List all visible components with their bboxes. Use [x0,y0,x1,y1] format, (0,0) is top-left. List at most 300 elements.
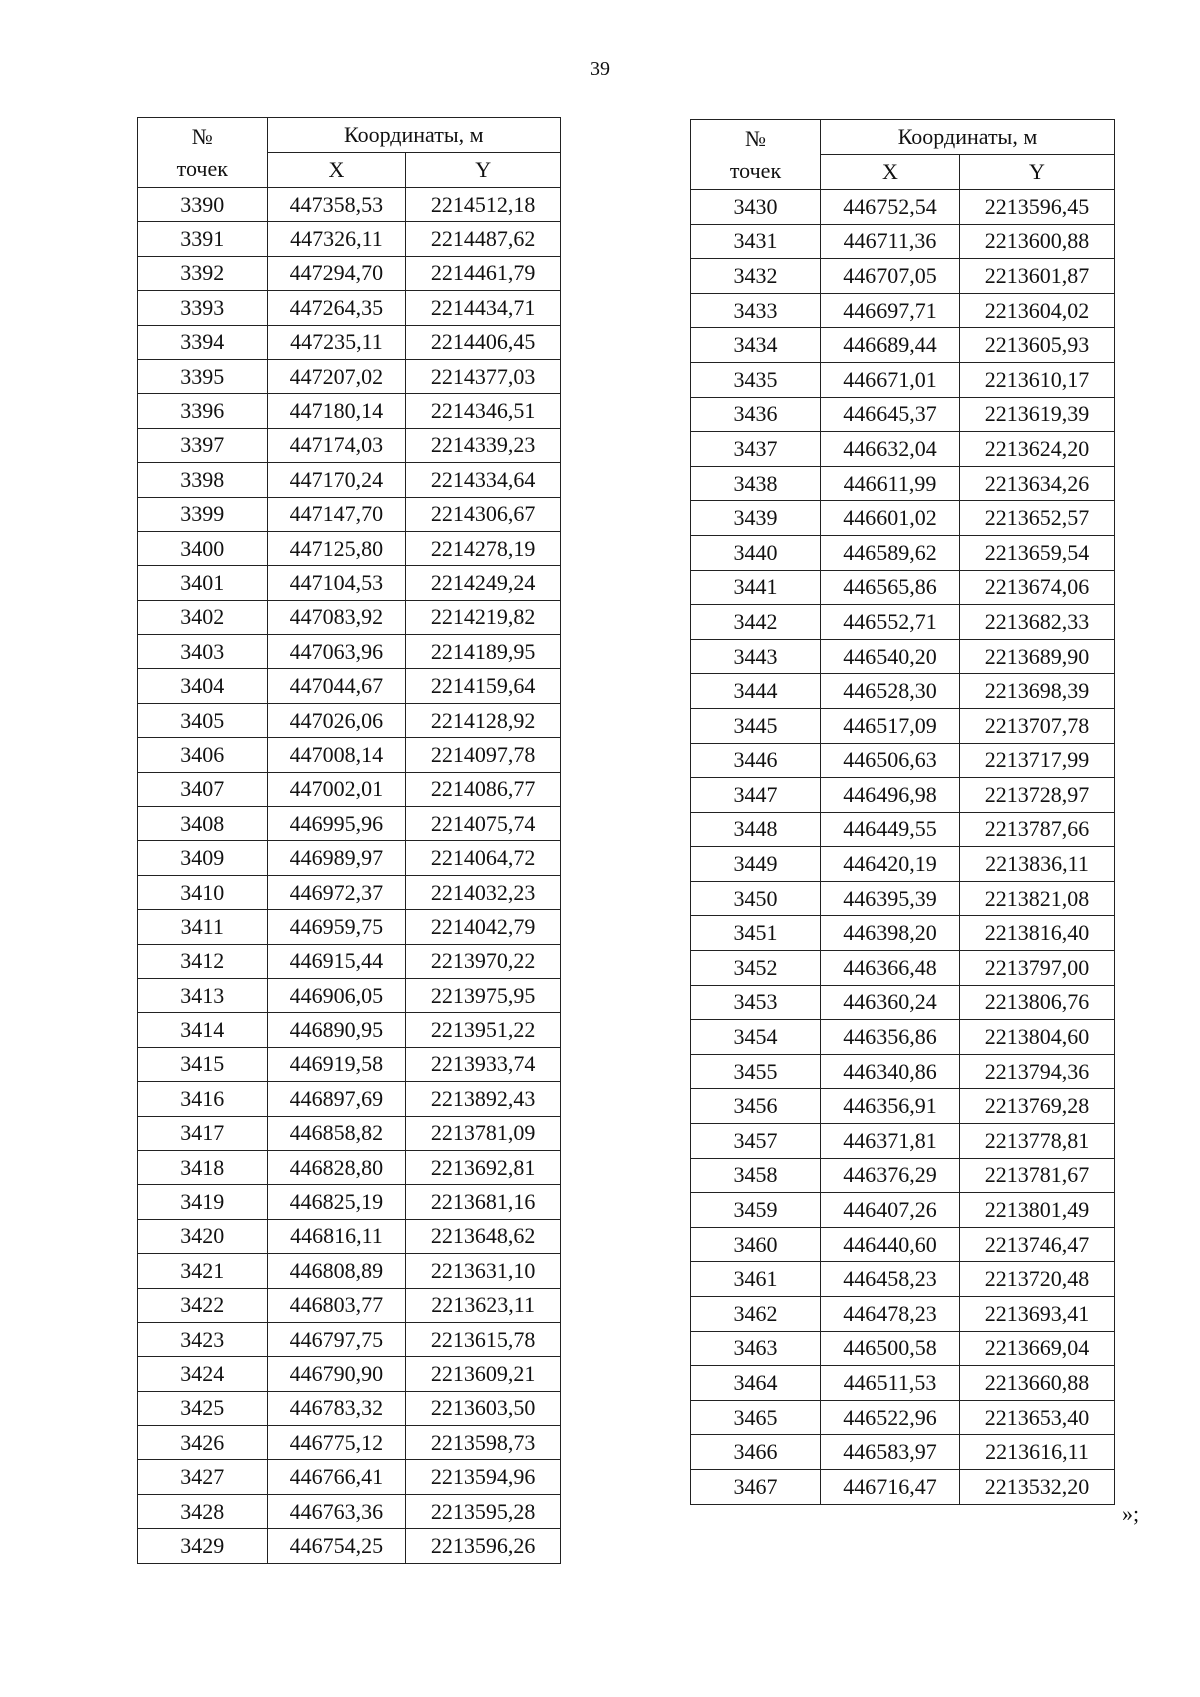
x-coordinate-cell: 447358,53 [267,188,406,222]
x-coordinate-cell: 446707,05 [821,259,960,294]
x-coordinate-cell: 446366,48 [821,951,960,986]
point-number-cell: 3414 [138,1013,268,1047]
point-number-cell: 3447 [691,778,821,813]
table-row [138,1357,561,1391]
table-row [691,743,1115,778]
table-row [138,1219,561,1253]
y-coordinate-cell: 2213634,26 [960,466,1115,501]
table-row [138,428,561,462]
table-row [138,1426,561,1460]
point-number-cell: 3456 [691,1089,821,1124]
point-number-cell: 3445 [691,708,821,743]
y-coordinate-cell: 2214032,23 [406,875,561,909]
point-number-cell: 3451 [691,916,821,951]
y-coordinate-cell: 2214064,72 [406,841,561,875]
table-row [691,259,1115,294]
table-row [691,293,1115,328]
x-coordinate-cell: 447326,11 [267,222,406,256]
point-number-cell: 3432 [691,259,821,294]
x-column-header: X [821,155,960,190]
point-number-cell: 3442 [691,605,821,640]
point-number-cell: 3450 [691,881,821,916]
x-column-header: X [267,153,406,188]
y-coordinate-cell: 2213769,28 [960,1089,1115,1124]
y-coordinate-cell: 2213682,33 [960,605,1115,640]
table-row [691,432,1115,467]
x-coordinate-cell: 446440,60 [821,1227,960,1262]
coordinates-table-left-body [138,188,561,1564]
table-row [691,570,1115,605]
y-coordinate-cell: 2213609,21 [406,1357,561,1391]
point-number-cell: 3430 [691,190,821,225]
x-coordinate-cell: 446972,37 [267,875,406,909]
y-coordinate-cell: 2213604,02 [960,293,1115,328]
x-coordinate-cell: 446890,95 [267,1013,406,1047]
table-row [691,1193,1115,1228]
table-row [138,1150,561,1184]
table-row [691,190,1115,225]
y-column-header: Y [406,153,561,188]
y-coordinate-cell: 2213975,95 [406,978,561,1012]
y-coordinate-cell: 2213624,20 [960,432,1115,467]
x-coordinate-cell: 446611,99 [821,466,960,501]
point-number-cell: 3403 [138,635,268,669]
x-coordinate-cell: 446803,77 [267,1288,406,1322]
point-number-header [691,120,821,190]
y-coordinate-cell: 2214487,62 [406,222,561,256]
x-coordinate-cell: 446711,36 [821,224,960,259]
point-number-cell: 3457 [691,1124,821,1159]
x-coordinate-cell: 446763,36 [267,1494,406,1528]
coordinates-table-right [690,119,1115,1505]
point-number-cell: 3416 [138,1082,268,1116]
table-row [138,1288,561,1322]
table-row [138,978,561,1012]
y-coordinate-cell: 2214377,03 [406,359,561,393]
point-number-cell: 3424 [138,1357,268,1391]
y-coordinate-cell: 2213797,00 [960,951,1115,986]
y-coordinate-cell: 2213595,28 [406,1494,561,1528]
y-coordinate-cell: 2213659,54 [960,535,1115,570]
x-coordinate-cell: 446449,55 [821,812,960,847]
point-number-cell: 3431 [691,224,821,259]
y-coordinate-cell: 2214249,24 [406,566,561,600]
point-number-cell: 3404 [138,669,268,703]
y-coordinate-cell: 2213674,06 [960,570,1115,605]
point-number-cell: 3418 [138,1150,268,1184]
table-row [691,501,1115,536]
y-coordinate-cell: 2214434,71 [406,291,561,325]
point-number-cell: 3440 [691,535,821,570]
x-coordinate-cell: 446959,75 [267,910,406,944]
x-coordinate-cell: 447008,14 [267,738,406,772]
x-coordinate-cell: 446775,12 [267,1426,406,1460]
x-coordinate-cell: 446376,29 [821,1158,960,1193]
y-coordinate-cell: 2214278,19 [406,531,561,565]
x-coordinate-cell: 447235,11 [267,325,406,359]
point-number-cell: 3453 [691,985,821,1020]
y-coordinate-cell: 2213794,36 [960,1054,1115,1089]
table-row [138,600,561,634]
table-row [138,910,561,944]
y-coordinate-cell: 2213728,97 [960,778,1115,813]
point-number-cell: 3408 [138,807,268,841]
x-coordinate-cell: 446766,41 [267,1460,406,1494]
point-number-cell: 3419 [138,1185,268,1219]
x-coordinate-cell: 446528,30 [821,674,960,709]
point-number-cell: 3452 [691,951,821,986]
x-coordinate-cell: 446517,09 [821,708,960,743]
point-number-cell: 3412 [138,944,268,978]
y-coordinate-cell: 2213653,40 [960,1400,1115,1435]
point-number-cell: 3429 [138,1529,268,1563]
y-coordinate-cell: 2213648,62 [406,1219,561,1253]
point-number-cell: 3398 [138,463,268,497]
y-coordinate-cell: 2214406,45 [406,325,561,359]
y-coordinate-cell: 2214512,18 [406,188,561,222]
point-number-cell: 3423 [138,1322,268,1356]
point-number-cell: 3405 [138,703,268,737]
point-number-cell: 3421 [138,1254,268,1288]
x-coordinate-cell: 446915,44 [267,944,406,978]
point-number-cell: 3464 [691,1366,821,1401]
y-coordinate-cell: 2213596,26 [406,1529,561,1563]
point-number-cell: 3460 [691,1227,821,1262]
x-coordinate-cell: 446816,11 [267,1219,406,1253]
table-row [691,778,1115,813]
table-row [138,703,561,737]
x-coordinate-cell: 446522,96 [821,1400,960,1435]
y-coordinate-cell: 2214461,79 [406,256,561,290]
point-number-cell: 3426 [138,1426,268,1460]
y-coordinate-cell: 2214339,23 [406,428,561,462]
point-number-cell: 3443 [691,639,821,674]
point-number-header [138,118,268,188]
x-coordinate-cell: 446919,58 [267,1047,406,1081]
x-coordinate-cell: 446906,05 [267,978,406,1012]
x-coordinate-cell: 446783,32 [267,1391,406,1425]
table-row [691,881,1115,916]
table-row [691,362,1115,397]
point-number-cell: 3459 [691,1193,821,1228]
y-coordinate-cell: 2214075,74 [406,807,561,841]
table-row [138,1322,561,1356]
x-coordinate-cell: 447180,14 [267,394,406,428]
point-number-cell: 3455 [691,1054,821,1089]
x-coordinate-cell: 446360,24 [821,985,960,1020]
x-coordinate-cell: 446601,02 [821,501,960,536]
point-number-header-word: точек [729,157,782,183]
point-number-cell: 3441 [691,570,821,605]
x-coordinate-cell: 446589,62 [821,535,960,570]
table-row [138,222,561,256]
x-coordinate-cell: 447207,02 [267,359,406,393]
point-number-cell: 3448 [691,812,821,847]
y-coordinate-cell: 2213821,08 [960,881,1115,916]
x-coordinate-cell: 446858,82 [267,1116,406,1150]
coordinates-header: Координаты, м [821,120,1115,155]
x-coordinate-cell: 447125,80 [267,531,406,565]
y-coordinate-cell: 2213781,09 [406,1116,561,1150]
point-number-cell: 3439 [691,501,821,536]
x-coordinate-cell: 447147,70 [267,497,406,531]
table-row [691,1054,1115,1089]
table-row [138,566,561,600]
y-coordinate-cell: 2213532,20 [960,1469,1115,1504]
point-number-cell: 3400 [138,531,268,565]
x-coordinate-cell: 446407,26 [821,1193,960,1228]
x-coordinate-cell: 446496,98 [821,778,960,813]
table-row [138,1013,561,1047]
point-number-cell: 3458 [691,1158,821,1193]
y-column-header: Y [960,155,1115,190]
point-number-cell: 3410 [138,875,268,909]
y-coordinate-cell: 2213600,88 [960,224,1115,259]
point-number-cell: 3433 [691,293,821,328]
table-row [691,951,1115,986]
table-row [691,1469,1115,1504]
point-number-cell: 3436 [691,397,821,432]
point-number-cell: 3435 [691,362,821,397]
y-coordinate-cell: 2213596,45 [960,190,1115,225]
point-number-header-word: точек [176,155,228,181]
table-row [138,635,561,669]
x-coordinate-cell: 447026,06 [267,703,406,737]
y-coordinate-cell: 2214159,64 [406,669,561,703]
table-row [691,639,1115,674]
point-number-cell: 3437 [691,432,821,467]
table-row [691,397,1115,432]
table-row [138,463,561,497]
table-row [691,1124,1115,1159]
x-coordinate-cell: 446540,20 [821,639,960,674]
y-coordinate-cell: 2213631,10 [406,1254,561,1288]
table-row [138,531,561,565]
y-coordinate-cell: 2214334,64 [406,463,561,497]
x-coordinate-cell: 446716,47 [821,1469,960,1504]
table-row [138,291,561,325]
table-row [691,1158,1115,1193]
y-coordinate-cell: 2213594,96 [406,1460,561,1494]
point-number-cell: 3396 [138,394,268,428]
x-coordinate-cell: 447083,92 [267,600,406,634]
y-coordinate-cell: 2213970,22 [406,944,561,978]
y-coordinate-cell: 2213598,73 [406,1426,561,1460]
y-coordinate-cell: 2213892,43 [406,1082,561,1116]
y-coordinate-cell: 2213836,11 [960,847,1115,882]
y-coordinate-cell: 2213693,41 [960,1297,1115,1332]
point-number-cell: 3409 [138,841,268,875]
y-coordinate-cell: 2213781,67 [960,1158,1115,1193]
y-coordinate-cell: 2213707,78 [960,708,1115,743]
table-row [691,1297,1115,1332]
point-number-cell: 3402 [138,600,268,634]
y-coordinate-cell: 2213601,87 [960,259,1115,294]
point-number-cell: 3401 [138,566,268,600]
table-row [138,1460,561,1494]
x-coordinate-cell: 446395,39 [821,881,960,916]
point-number-cell: 3395 [138,359,268,393]
point-number-cell: 3407 [138,772,268,806]
table-row [138,772,561,806]
point-number-cell: 3462 [691,1297,821,1332]
table-row [138,1116,561,1150]
point-number-header-symbol: № [191,123,213,149]
table-row [691,535,1115,570]
y-coordinate-cell: 2213804,60 [960,1020,1115,1055]
point-number-cell: 3411 [138,910,268,944]
table-row [138,497,561,531]
table-row [138,841,561,875]
table-row [691,1262,1115,1297]
y-coordinate-cell: 2213623,11 [406,1288,561,1322]
coordinates-header: Координаты, м [267,118,560,153]
y-coordinate-cell: 2213615,78 [406,1322,561,1356]
x-coordinate-cell: 446371,81 [821,1124,960,1159]
x-coordinate-cell: 446754,25 [267,1529,406,1563]
x-coordinate-cell: 446565,86 [821,570,960,605]
x-coordinate-cell: 446797,75 [267,1322,406,1356]
point-number-cell: 3461 [691,1262,821,1297]
point-number-cell: 3446 [691,743,821,778]
x-coordinate-cell: 446828,80 [267,1150,406,1184]
y-coordinate-cell: 2213801,49 [960,1193,1115,1228]
point-number-cell: 3406 [138,738,268,772]
x-coordinate-cell: 446989,97 [267,841,406,875]
x-coordinate-cell: 446897,69 [267,1082,406,1116]
point-number-cell: 3394 [138,325,268,359]
y-coordinate-cell: 2213619,39 [960,397,1115,432]
y-coordinate-cell: 2213787,66 [960,812,1115,847]
table-row [691,1020,1115,1055]
point-number-cell: 3390 [138,188,268,222]
x-coordinate-cell: 447002,01 [267,772,406,806]
table-row [691,605,1115,640]
x-coordinate-cell: 446398,20 [821,916,960,951]
x-coordinate-cell: 446511,53 [821,1366,960,1401]
table-row [138,359,561,393]
y-coordinate-cell: 2213616,11 [960,1435,1115,1470]
x-coordinate-cell: 446752,54 [821,190,960,225]
point-number-cell: 3428 [138,1494,268,1528]
point-number-cell: 3454 [691,1020,821,1055]
point-number-cell: 3425 [138,1391,268,1425]
closing-quote-mark: »; [1122,1501,1140,1526]
table-row [691,708,1115,743]
table-row [138,1391,561,1425]
point-number-cell: 3422 [138,1288,268,1322]
y-coordinate-cell: 2214346,51 [406,394,561,428]
point-number-cell: 3393 [138,291,268,325]
point-number-cell: 3391 [138,222,268,256]
table-row [138,1185,561,1219]
y-coordinate-cell: 2213669,04 [960,1331,1115,1366]
y-coordinate-cell: 2213603,50 [406,1391,561,1425]
y-coordinate-cell: 2214042,79 [406,910,561,944]
table-row [138,669,561,703]
x-coordinate-cell: 446671,01 [821,362,960,397]
point-number-cell: 3399 [138,497,268,531]
y-coordinate-cell: 2213816,40 [960,916,1115,951]
point-number-cell: 3420 [138,1219,268,1253]
y-coordinate-cell: 2214306,67 [406,497,561,531]
point-number-cell: 3465 [691,1400,821,1435]
x-coordinate-cell: 447063,96 [267,635,406,669]
x-coordinate-cell: 446632,04 [821,432,960,467]
table-row [138,944,561,978]
point-number-cell: 3397 [138,428,268,462]
point-number-cell: 3463 [691,1331,821,1366]
table-row [138,1494,561,1528]
y-coordinate-cell: 2213717,99 [960,743,1115,778]
table-row [138,394,561,428]
x-coordinate-cell: 446583,97 [821,1435,960,1470]
table-row [138,1529,561,1563]
x-coordinate-cell: 446689,44 [821,328,960,363]
point-number-header-symbol: № [745,125,766,151]
table-row [691,1227,1115,1262]
x-coordinate-cell: 446790,90 [267,1357,406,1391]
x-coordinate-cell: 446356,86 [821,1020,960,1055]
page-number: 39 [590,58,610,80]
x-coordinate-cell: 446340,86 [821,1054,960,1089]
x-coordinate-cell: 446506,63 [821,743,960,778]
y-coordinate-cell: 2213746,47 [960,1227,1115,1262]
table-row [691,328,1115,363]
coordinates-table-right-body [691,190,1115,1505]
point-number-cell: 3392 [138,256,268,290]
y-coordinate-cell: 2213660,88 [960,1366,1115,1401]
table-row [691,1435,1115,1470]
x-coordinate-cell: 447044,67 [267,669,406,703]
point-number-cell: 3466 [691,1435,821,1470]
table-row [691,916,1115,951]
x-coordinate-cell: 446552,71 [821,605,960,640]
y-coordinate-cell: 2213698,39 [960,674,1115,709]
table-row [691,812,1115,847]
y-coordinate-cell: 2214128,92 [406,703,561,737]
y-coordinate-cell: 2213689,90 [960,639,1115,674]
table-row [138,325,561,359]
coordinates-table-left [137,117,561,1564]
point-number-cell: 3449 [691,847,821,882]
x-coordinate-cell: 446478,23 [821,1297,960,1332]
table-row [691,1400,1115,1435]
y-coordinate-cell: 2214219,82 [406,600,561,634]
x-coordinate-cell: 446808,89 [267,1254,406,1288]
x-coordinate-cell: 446356,91 [821,1089,960,1124]
table-row [138,1254,561,1288]
x-coordinate-cell: 446458,23 [821,1262,960,1297]
point-number-cell: 3467 [691,1469,821,1504]
x-coordinate-cell: 446645,37 [821,397,960,432]
y-coordinate-cell: 2213951,22 [406,1013,561,1047]
table-row [691,1366,1115,1401]
x-coordinate-cell: 447294,70 [267,256,406,290]
y-coordinate-cell: 2213778,81 [960,1124,1115,1159]
table-row [691,466,1115,501]
y-coordinate-cell: 2213806,76 [960,985,1115,1020]
y-coordinate-cell: 2213681,16 [406,1185,561,1219]
y-coordinate-cell: 2213605,93 [960,328,1115,363]
y-coordinate-cell: 2213720,48 [960,1262,1115,1297]
x-coordinate-cell: 447264,35 [267,291,406,325]
table-row [138,1047,561,1081]
table-row [691,224,1115,259]
y-coordinate-cell: 2214086,77 [406,772,561,806]
table-row [138,807,561,841]
point-number-cell: 3427 [138,1460,268,1494]
